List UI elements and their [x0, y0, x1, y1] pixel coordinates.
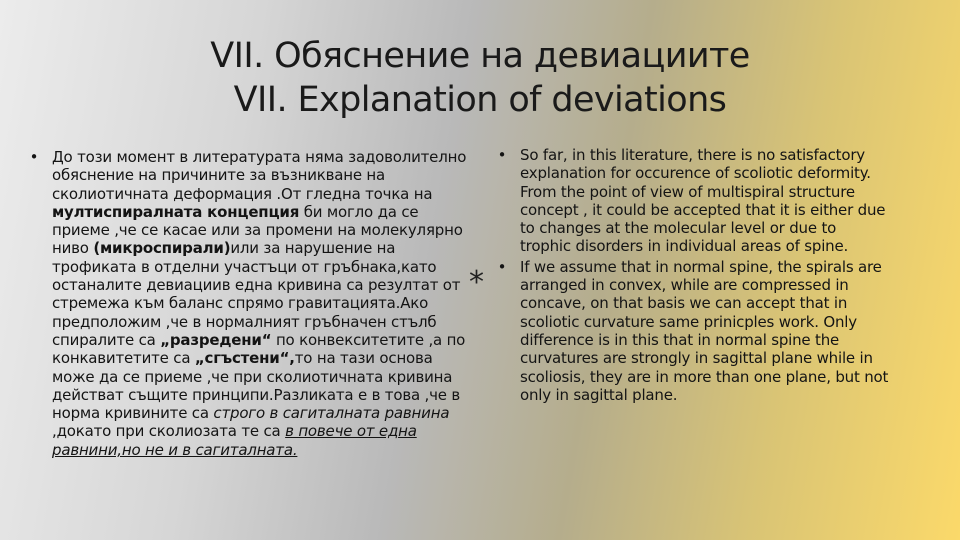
bullet-dot-icon: •: [497, 257, 507, 276]
title-english: VII. Explanation of deviations: [233, 80, 727, 120]
text-bold: „разредени“: [160, 330, 272, 349]
bullet-dot-icon: •: [497, 146, 507, 164]
english-text-1: So far, in this literature, there is no satisfactory explanation for occurence of scoliotic deformity. From the point of view of multispiral structure concept , it could be accepted that it is either due to changes at the molecular level or due to trophic disorders in individual areas of spine.: [520, 146, 886, 256]
asterisk-icon: *: [469, 265, 484, 300]
text-run: или за нарушение на трофиката в отделни участъци от гръбнака,като останалите девиациив една кривина са резултат от стремежа към баланс спрямо гравитацията.Ако предположим ,че в нормалният гръбначен стълб спиралите са: [52, 239, 461, 349]
text-run: то на тази основа може да се приеме ,че при сколиотичната кривина действат същите принципи.Разликата е в това ,че в норма кривините са: [52, 349, 460, 423]
right-column: [494, 146, 890, 404]
bulgarian-paragraph: [26, 148, 474, 459]
text-bold: (микроспирали): [93, 239, 231, 258]
bullet-dot-icon: •: [29, 148, 39, 166]
english-text-2: If we assume that in normal spine, the spirals are arranged in convex, while are compressed in concave, on that basis we can accept that in scoliotic curvature same prinicples work. Only difference is in this that in normal spine the curvatures are strongly in sagittal plane while in scoliosis, they are in more than one plane, but not only in sagittal plane.: [520, 257, 889, 404]
title-bulgarian: VII. Обяснение на девиациите: [210, 36, 750, 76]
slide-title: [0, 34, 960, 122]
text-run: по конвекситетите ,а по конкавитетите са: [52, 330, 466, 368]
text-bold: „сгъстени“,: [194, 349, 295, 368]
text-run: До този момент в литературата няма задоволително обяснение на причините за възникване на сколиотичната деформация .От гледна точка на: [52, 148, 467, 203]
english-bullet-1: [494, 146, 890, 256]
bulgarian-text: [52, 148, 466, 459]
text-run: би могло да се приеме ,че се касае или за промени на молекулярно ниво: [52, 202, 463, 258]
english-bullet-2: [494, 258, 890, 404]
text-italic: строго в сагиталната равнина: [213, 404, 450, 423]
text-underlined: в повече от една равнини,но не и в сагиталната.: [52, 422, 417, 459]
left-column: [26, 148, 474, 459]
text-run: ,докато при сколиозата те са: [52, 422, 286, 441]
text-bold: мултиспиралната концепция: [52, 202, 300, 221]
